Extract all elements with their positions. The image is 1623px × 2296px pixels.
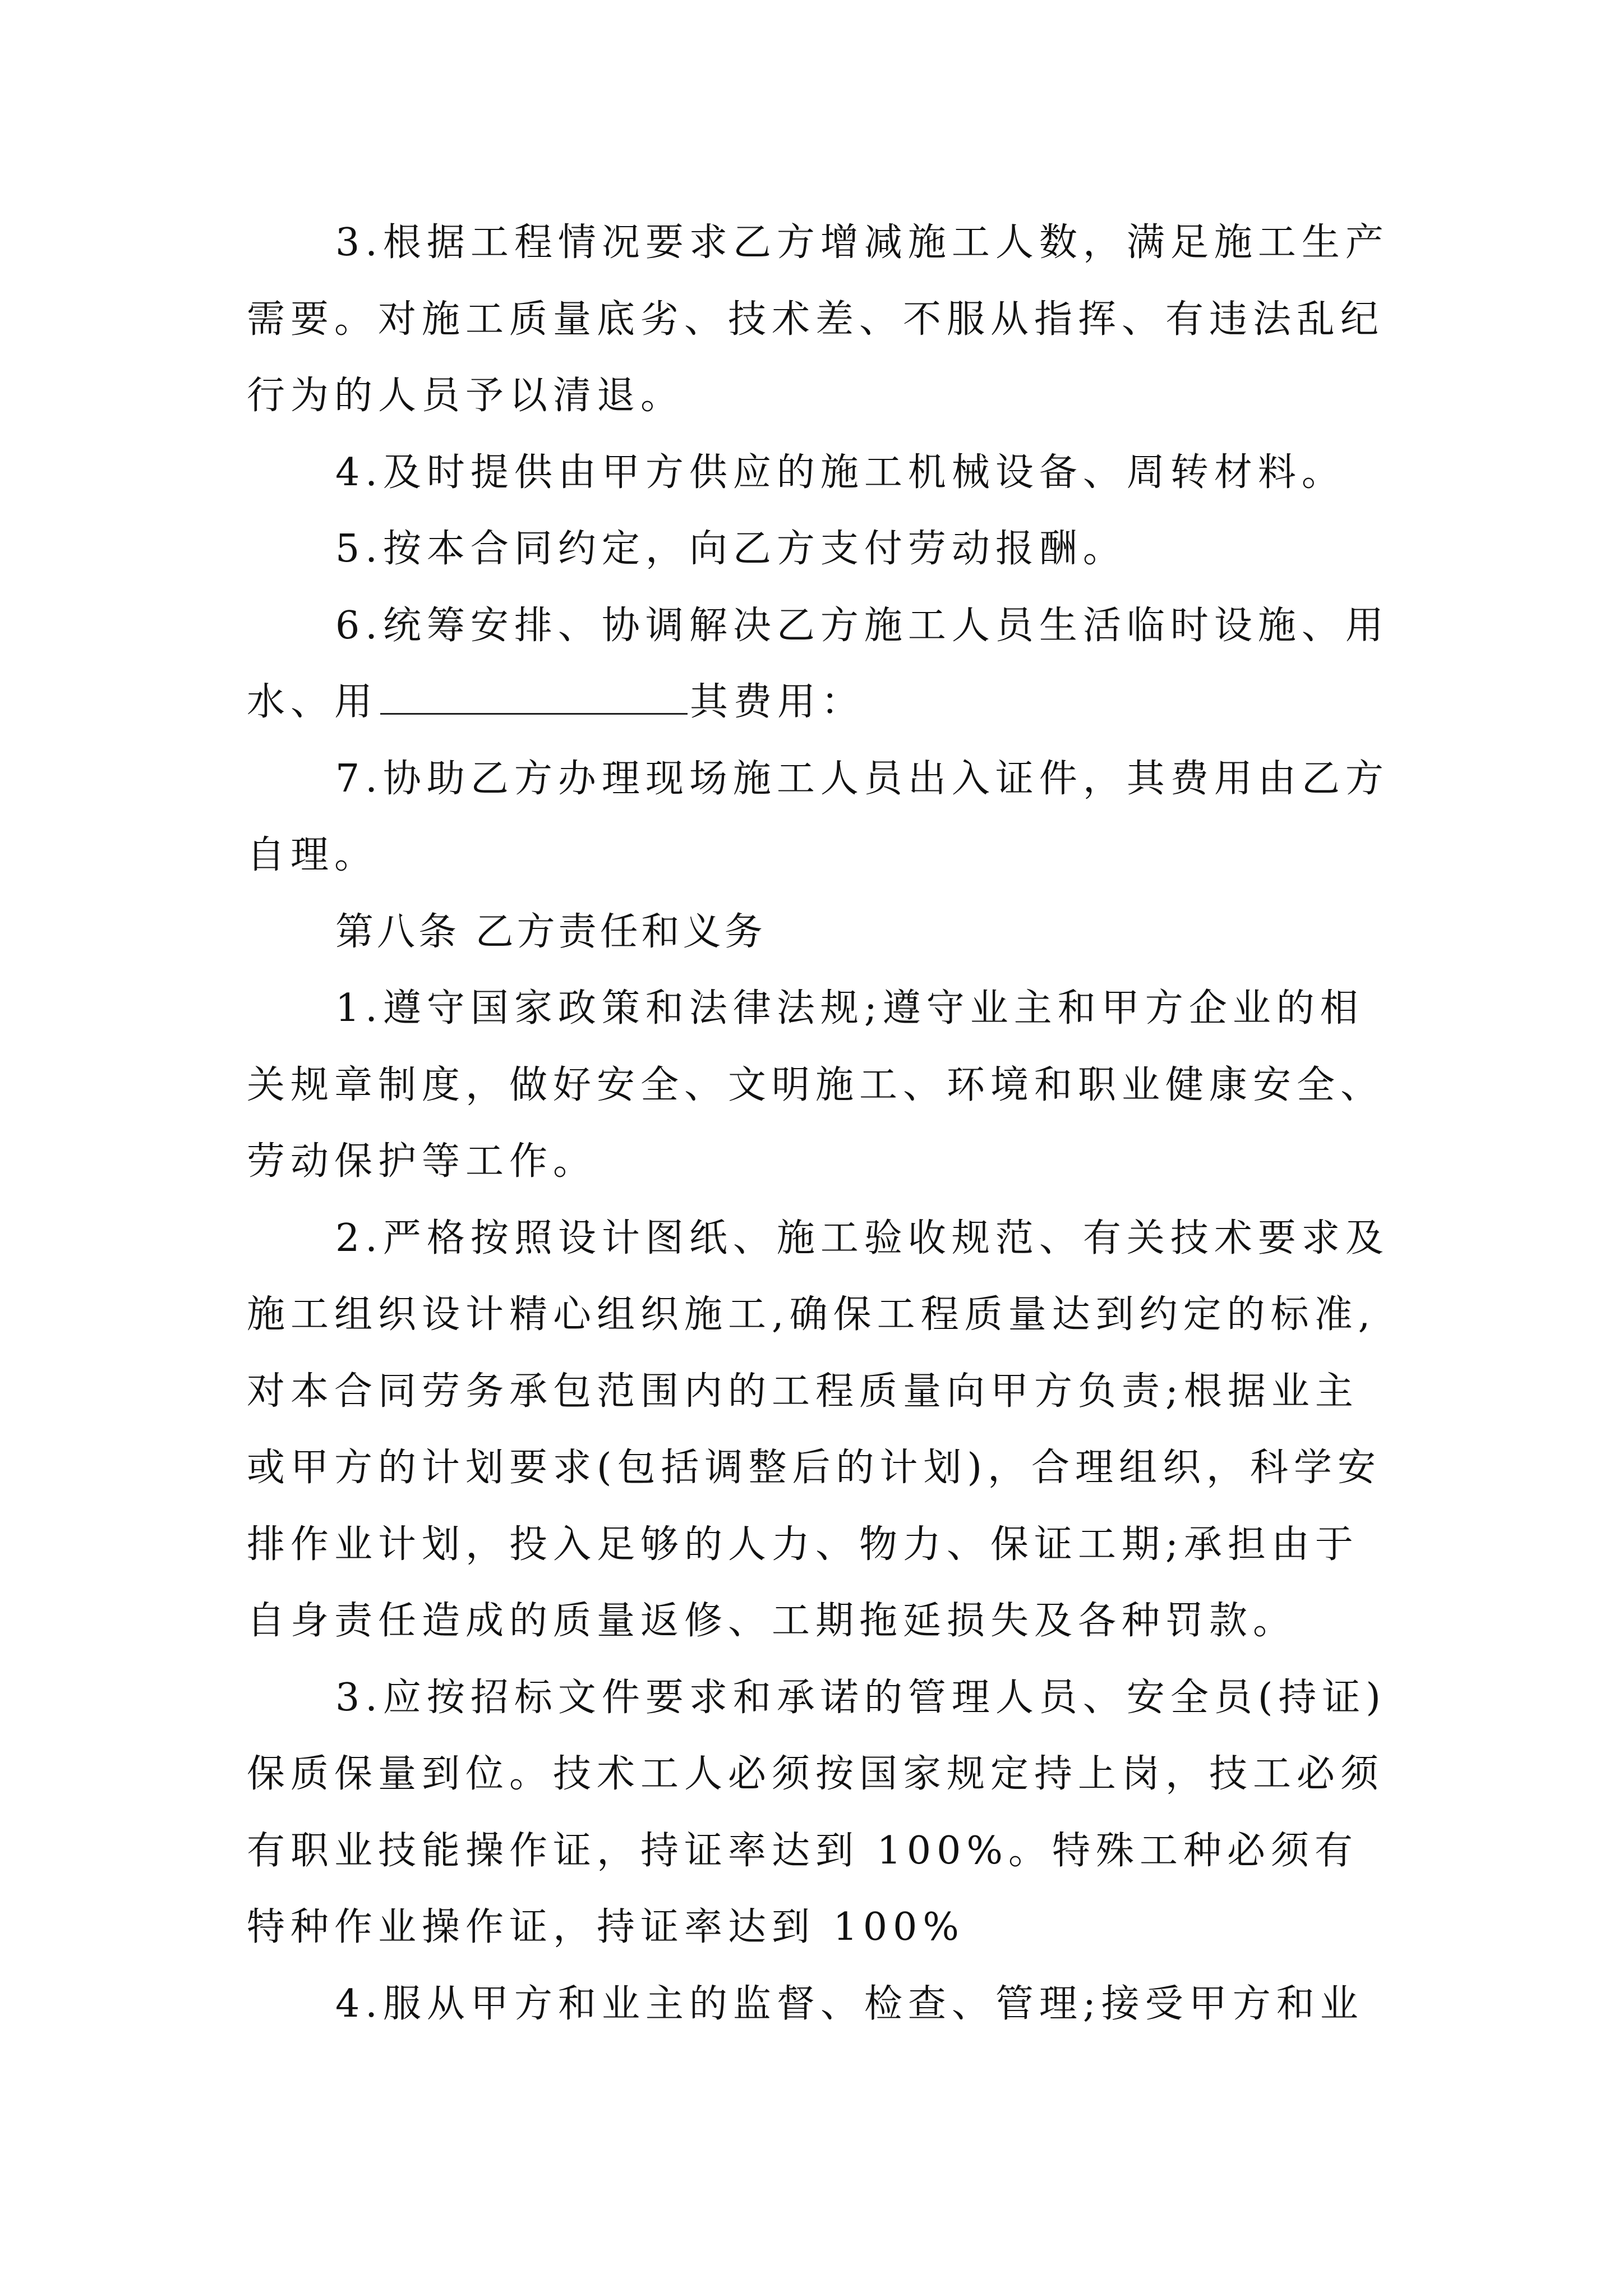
- clause-a6-text-after: 其费用：: [690, 680, 865, 724]
- clause-b1: 1.遵守国家政策和法律法规;遵守业主和甲方企业的相关规章制度，做好安全、文明施工、环境和职业健康安全、劳动保护等工作。: [247, 986, 1385, 1184]
- document-body: [247, 205, 1391, 2042]
- fill-in-blank: [380, 711, 688, 715]
- clause-b2: 2.严格按照设计图纸、施工验收规范、有关技术要求及施工组织设计精心组织施工,确保工程质量达到约定的标准,对本合同劳务承包范围内的工程质量向甲方负责;根据业主或甲方的计划要求(包括调整后的计划)，合理组织，科学安排作业计划，投入足够的人力、物力、保证工期;承担由于自身责任造成的质量返修、工期拖延损失及各种罚款。: [247, 1216, 1389, 1643]
- article-8-heading: 第八条 乙方责任和义务: [335, 909, 766, 954]
- clause-a6: [247, 588, 1391, 741]
- clause-b3: 3.应按招标文件要求和承诺的管理人员、安全员(持证)保质保量到位。技术工人必须按国家规定持上岗，技工必须有职业技能操作证，持证率达到 100%。特殊工种必须有特种作业操作证，持证率达到 100%: [247, 1675, 1386, 1949]
- clause-a5: 5.按本合同约定，向乙方支付劳动报酬。: [335, 527, 1127, 571]
- clause-a4: 4.及时提供由甲方供应的施工机械设备、周转材料。: [335, 450, 1345, 495]
- clause-a6-text-before: 6.统筹安排、协调解决乙方施工人员生活临时设施、用水、用: [247, 603, 1389, 724]
- clause-a7: 7.协助乙方办理现场施工人员出入证件，其费用由乙方自理。: [247, 756, 1389, 877]
- clause-a3: 3.根据工程情况要求乙方增减施工人数，满足施工生产需要。对施工质量底劣、技术差、不服从指挥、有违法乱纪行为的人员予以清退。: [247, 220, 1389, 418]
- clause-b4: 4.服从甲方和业主的监督、检查、管理;接受甲方和业: [335, 1981, 1364, 2026]
